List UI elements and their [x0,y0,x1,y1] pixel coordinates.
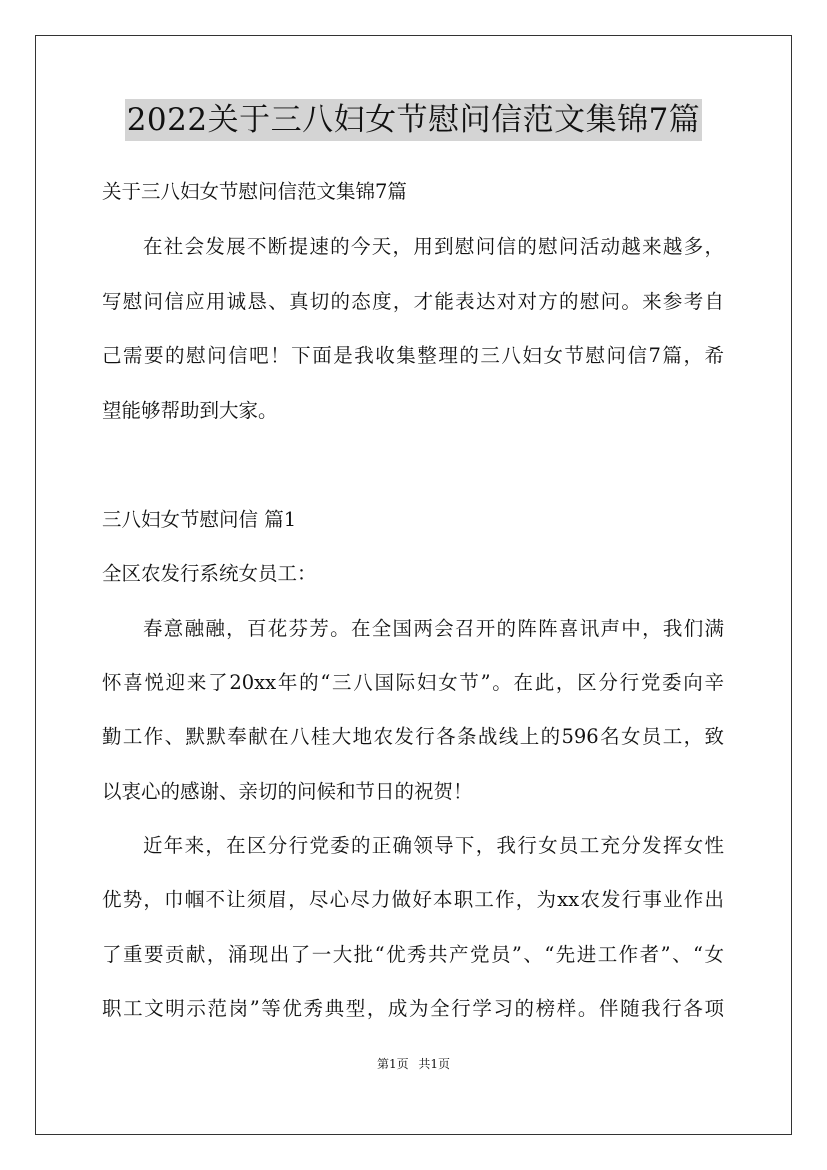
paragraph-line: 在社会发展不断提速的今天，用到慰问信的慰问活动越来越多， [143,235,724,258]
subtitle-line: 关于三八妇女节慰问信范文集锦7篇 [102,180,407,203]
document-title: 2022关于三八妇女节慰问信范文集锦7篇 [125,99,703,141]
page-number: 第1页 [376,1057,409,1071]
title-container [0,99,827,141]
paragraph-line: 优势，巾帼不让须眉，尽心尽力做好本职工作，为xx农发行事业作出 [102,888,724,911]
paragraph-line: 职工文明示范岗”等优秀典型，成为全行学习的榜样。伴随我行各项 [102,997,724,1020]
paragraph-line: 以衷心的感谢、亲切的问候和节日的祝贺！ [102,780,473,803]
paragraph-line: 了重要贡献，涌现出了一大批“优秀共产党员”、“先进工作者”、“女 [102,943,724,966]
paragraph-line: 己需要的慰问信吧！下面是我收集整理的三八妇女节慰问信7篇，希 [102,344,724,367]
page-total: 共1页 [418,1057,451,1071]
paragraph-line: 写慰问信应用诚恳、真切的态度，才能表达对对方的慰问。来参考自 [102,290,724,313]
section-heading: 三八妇女节慰问信 篇1 [102,508,297,531]
page-footer [0,1056,827,1072]
paragraph-line: 勤工作、默默奉献在八桂大地农发行各条战线上的596名女员工，致 [102,725,724,748]
salutation-line: 全区农发行系统女员工： [102,562,317,585]
paragraph-line: 近年来，在区分行党委的正确领导下，我行女员工充分发挥女性 [143,834,724,857]
paragraph-line: 怀喜悦迎来了20xx年的“三八国际妇女节”。在此，区分行党委向辛 [102,671,724,694]
paragraph-line: 望能够帮助到大家。 [102,399,278,422]
paragraph-line: 春意融融，百花芬芳。在全国两会召开的阵阵喜讯声中，我们满 [143,617,724,640]
